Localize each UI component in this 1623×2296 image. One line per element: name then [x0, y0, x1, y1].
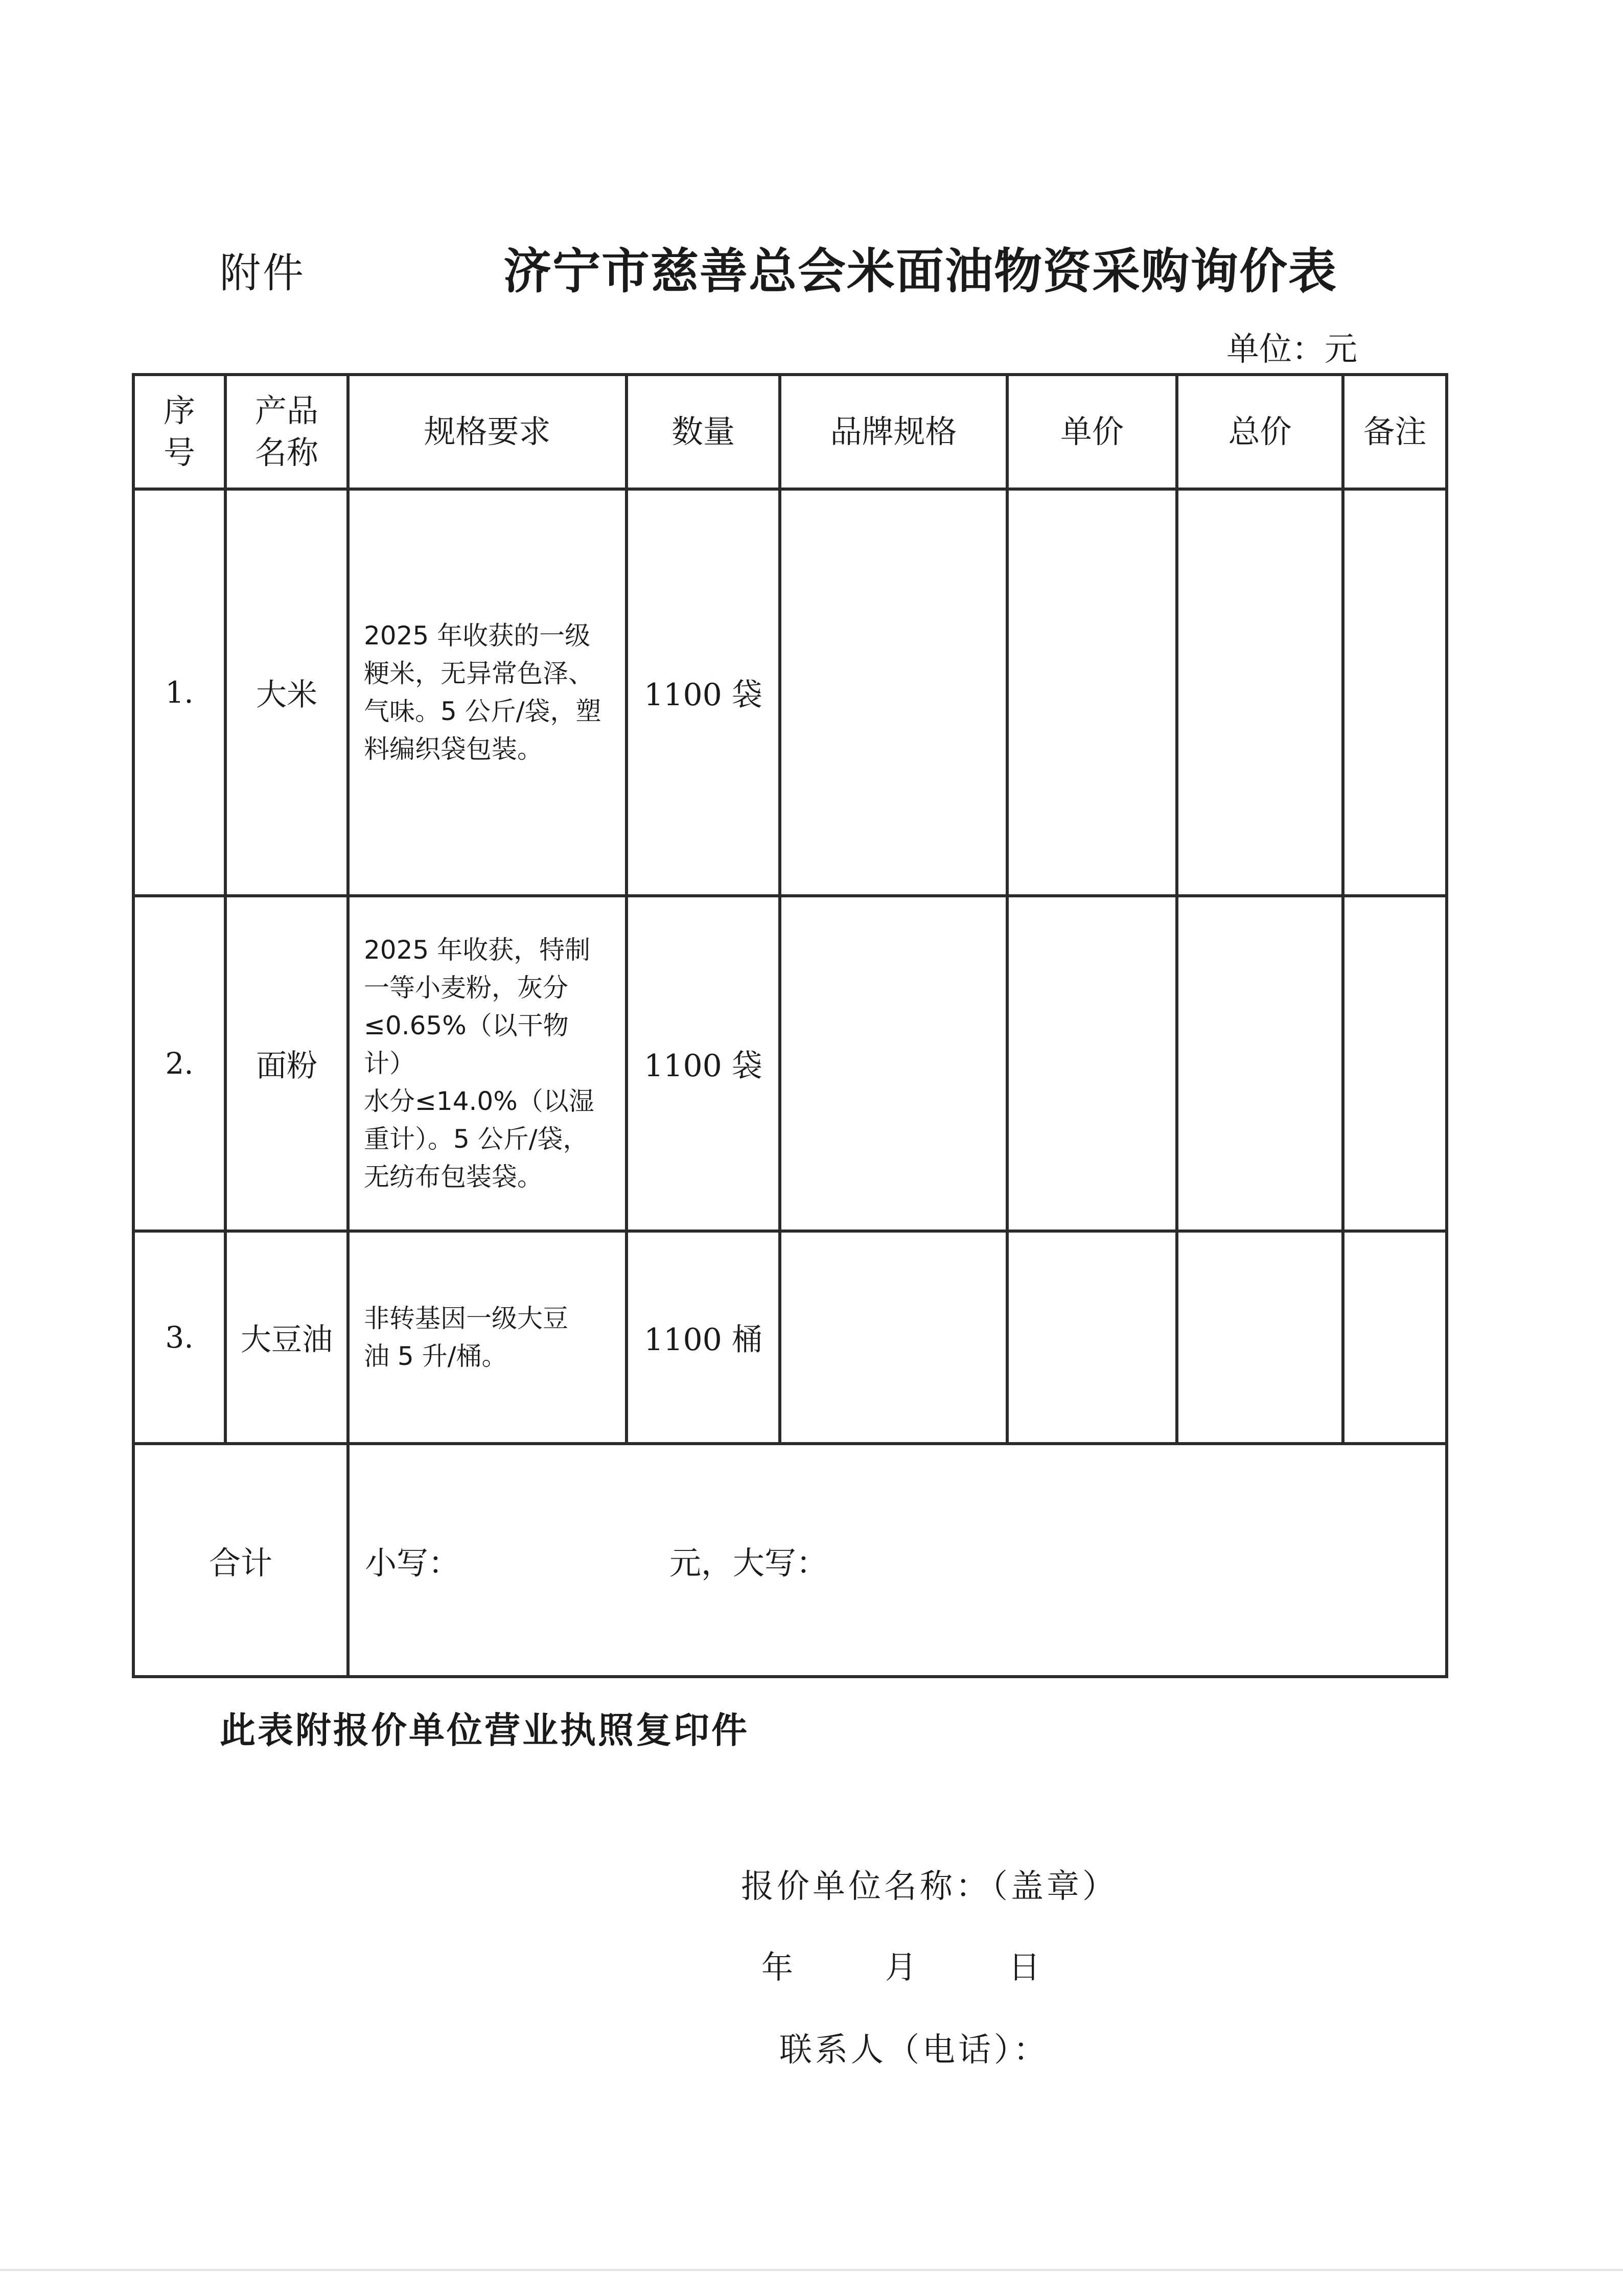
quotation-table [132, 373, 1448, 1678]
header-brand: 品牌规格 [780, 375, 1007, 489]
scan-edge-divider [0, 2269, 1623, 2271]
row-total-price-cell[interactable] [1177, 489, 1343, 896]
row-product-name: 大米 [225, 489, 348, 896]
table-row [133, 489, 1447, 896]
row-qty: 1100 袋 [627, 489, 780, 896]
row-product-name: 面粉 [225, 896, 348, 1231]
quoting-unit-name: 报价单位名称：（盖章） [741, 1868, 1118, 1906]
attachment-label: 附件 [220, 249, 306, 297]
row-spec: 2025 年收获的一级 粳米，无异常色泽、 气味。5 公斤/袋，塑 料编织袋包装。 [348, 489, 627, 896]
date-month: 月 [885, 1949, 917, 1986]
row-remark-cell[interactable] [1343, 489, 1447, 896]
date-line [761, 1942, 1040, 1987]
total-label: 合计 [133, 1444, 348, 1677]
attachment-note: 此表附报价单位营业执照复印件 [220, 1709, 749, 1751]
table-header-row [133, 375, 1447, 489]
row-seq: 1. [133, 489, 225, 896]
date-year: 年 [761, 1949, 794, 1986]
row-brand-cell[interactable] [780, 1231, 1007, 1444]
unit-label: 单位：元 [1226, 331, 1357, 368]
header-remark: 备注 [1343, 375, 1447, 489]
row-unit-price-cell[interactable] [1007, 489, 1177, 896]
row-seq: 3. [133, 1231, 225, 1444]
contact-person: 联系人（电话）： [779, 2031, 1049, 2069]
row-total-price-cell[interactable] [1177, 1231, 1343, 1444]
header-unit-price: 单价 [1007, 375, 1177, 489]
row-qty: 1100 袋 [627, 896, 780, 1231]
header-seq: 序 号 [133, 375, 225, 489]
table-row [133, 1231, 1447, 1444]
row-remark-cell[interactable] [1343, 896, 1447, 1231]
header-total-price: 总价 [1177, 375, 1343, 489]
total-row [133, 1444, 1447, 1677]
row-remark-cell[interactable] [1343, 1231, 1447, 1444]
row-spec: 非转基因一级大豆 油 5 升/桶。 [348, 1231, 627, 1444]
row-brand-cell[interactable] [780, 489, 1007, 896]
header-spec: 规格要求 [348, 375, 627, 489]
header-product-name: 产品 名称 [225, 375, 348, 489]
document-title: 济宁市慈善总会米面油物资采购询价表 [503, 243, 1338, 299]
header-qty: 数量 [627, 375, 780, 489]
total-amount-cell[interactable] [348, 1444, 1447, 1677]
total-upper-case-label: 元，大写： [669, 1544, 828, 1582]
table-row [133, 896, 1447, 1231]
row-total-price-cell[interactable] [1177, 896, 1343, 1231]
date-day: 日 [1008, 1949, 1040, 1986]
total-lower-case-label: 小写： [365, 1544, 460, 1582]
row-seq: 2. [133, 896, 225, 1231]
row-unit-price-cell[interactable] [1007, 1231, 1177, 1444]
row-unit-price-cell[interactable] [1007, 896, 1177, 1231]
row-brand-cell[interactable] [780, 896, 1007, 1231]
row-qty: 1100 桶 [627, 1231, 780, 1444]
row-product-name: 大豆油 [225, 1231, 348, 1444]
row-spec: 2025 年收获，特制 一等小麦粉，灰分 ≤0.65%（以干物计） 水分≤14.0%（以湿 重计）。5 公斤/袋， 无纺布包装袋。 [348, 896, 627, 1231]
